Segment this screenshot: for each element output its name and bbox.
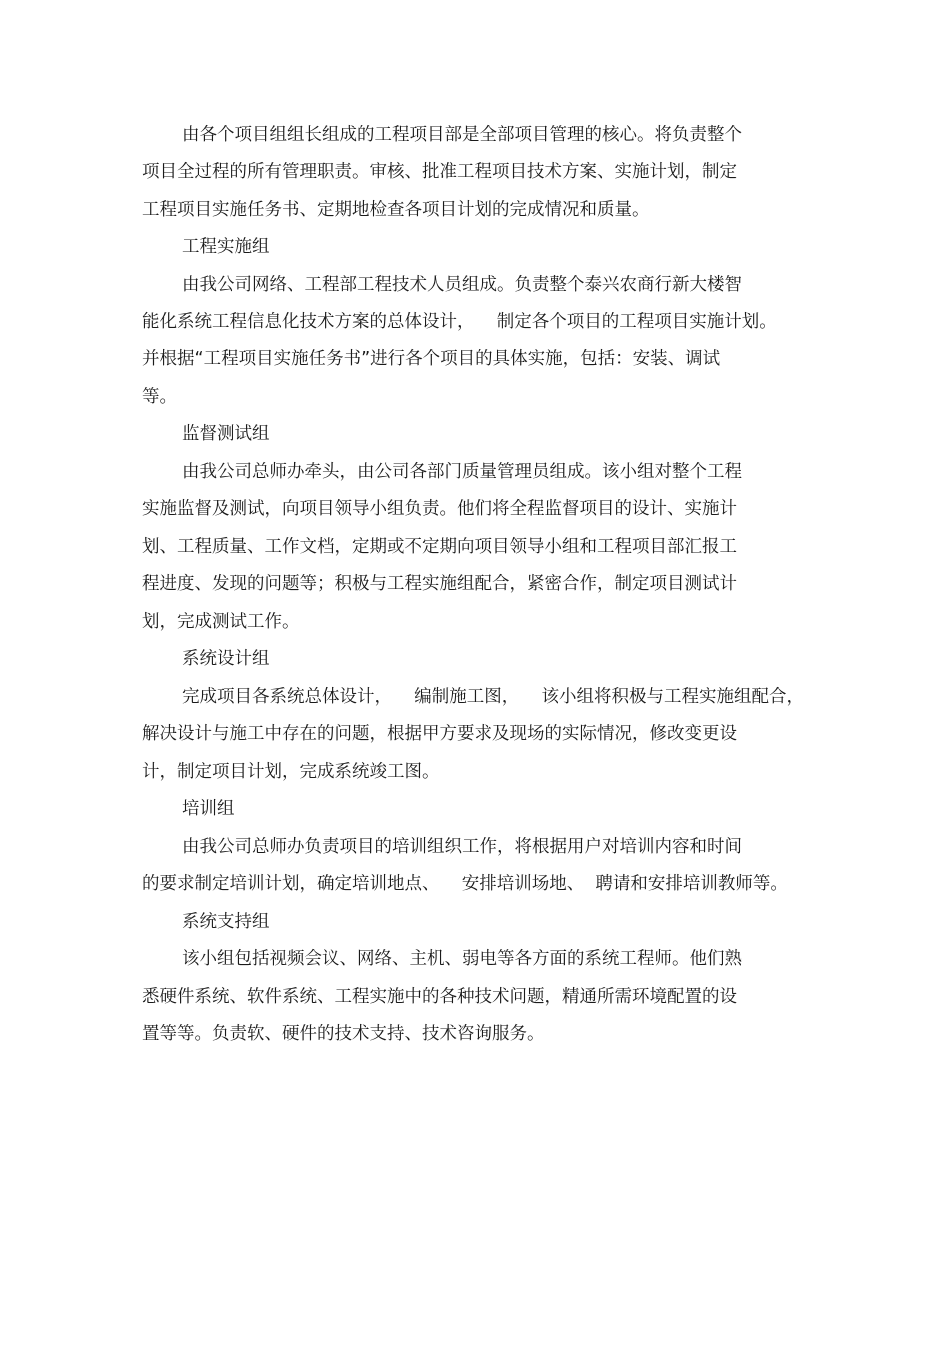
paragraph-line: 划、工程质量、工作文档，定期或不定期向项目领导小组和工程项目部汇报工: [142, 537, 737, 557]
paragraph-line: 工程项目实施任务书、定期地检查各项目计划的完成情况和质量。: [142, 200, 650, 220]
paragraph-line: 程进度、发现的问题等；积极与工程实施组配合，紧密合作，制定项目测试计: [142, 574, 737, 594]
paragraph-line: 由我公司总师办牵头，由公司各部门质量管理员组成。该小组对整个工程: [182, 462, 742, 482]
paragraph-line: 置等等。负责软、硬件的技术支持、技术咨询服务。: [142, 1024, 545, 1044]
section-heading: 工程实施组: [182, 237, 270, 257]
paragraph-line: 由我公司总师办负责项目的培训组织工作，将根据用户对培训内容和时间: [182, 837, 742, 857]
paragraph-line: 解决设计与施工中存在的问题，根据甲方要求及现场的实际情况，修改变更设: [142, 724, 737, 744]
paragraph-line: 并根据“工程项目实施任务书”进行各个项目的具体实施，包括：安装、调试: [142, 349, 721, 369]
paragraph-line: 完成项目各系统总体设计， 编制施工图， 该小组将积极与工程实施组配合，: [182, 687, 804, 707]
paragraph-line: 的要求制定培训计划，确定培训地点、 安排培训场地、 聘请和安排培训教师等。: [142, 874, 788, 894]
section-heading: 监督测试组: [182, 424, 270, 444]
paragraph-line: 该小组包括视频会议、网络、主机、弱电等各方面的系统工程师。他们熟: [182, 949, 742, 969]
paragraph-line: 实施监督及测试，向项目领导小组负责。他们将全程监督项目的设计、实施计: [142, 499, 737, 519]
paragraph-line: 计，制定项目计划，完成系统竣工图。: [142, 762, 440, 782]
section-heading: 系统设计组: [182, 649, 270, 669]
section-heading: 系统支持组: [182, 912, 270, 932]
paragraph-line: 项目全过程的所有管理职责。审核、批准工程项目技术方案、实施计划，制定: [142, 162, 737, 182]
paragraph-line: 悉硬件系统、软件系统、工程实施中的各种技术问题，精通所需环境配置的设: [142, 987, 737, 1007]
section-heading: 培训组: [182, 799, 235, 819]
paragraph-line: 由各个项目组组长组成的工程项目部是全部项目管理的核心。将负责整个: [182, 125, 742, 145]
paragraph-line: 由我公司网络、工程部工程技术人员组成。负责整个泰兴农商行新大楼智: [182, 275, 742, 295]
paragraph-line: 划，完成测试工作。: [142, 612, 300, 632]
paragraph-line: 等。: [142, 387, 177, 407]
paragraph-line: 能化系统工程信息化技术方案的总体设计， 制定各个项目的工程项目实施计划。: [142, 312, 777, 332]
